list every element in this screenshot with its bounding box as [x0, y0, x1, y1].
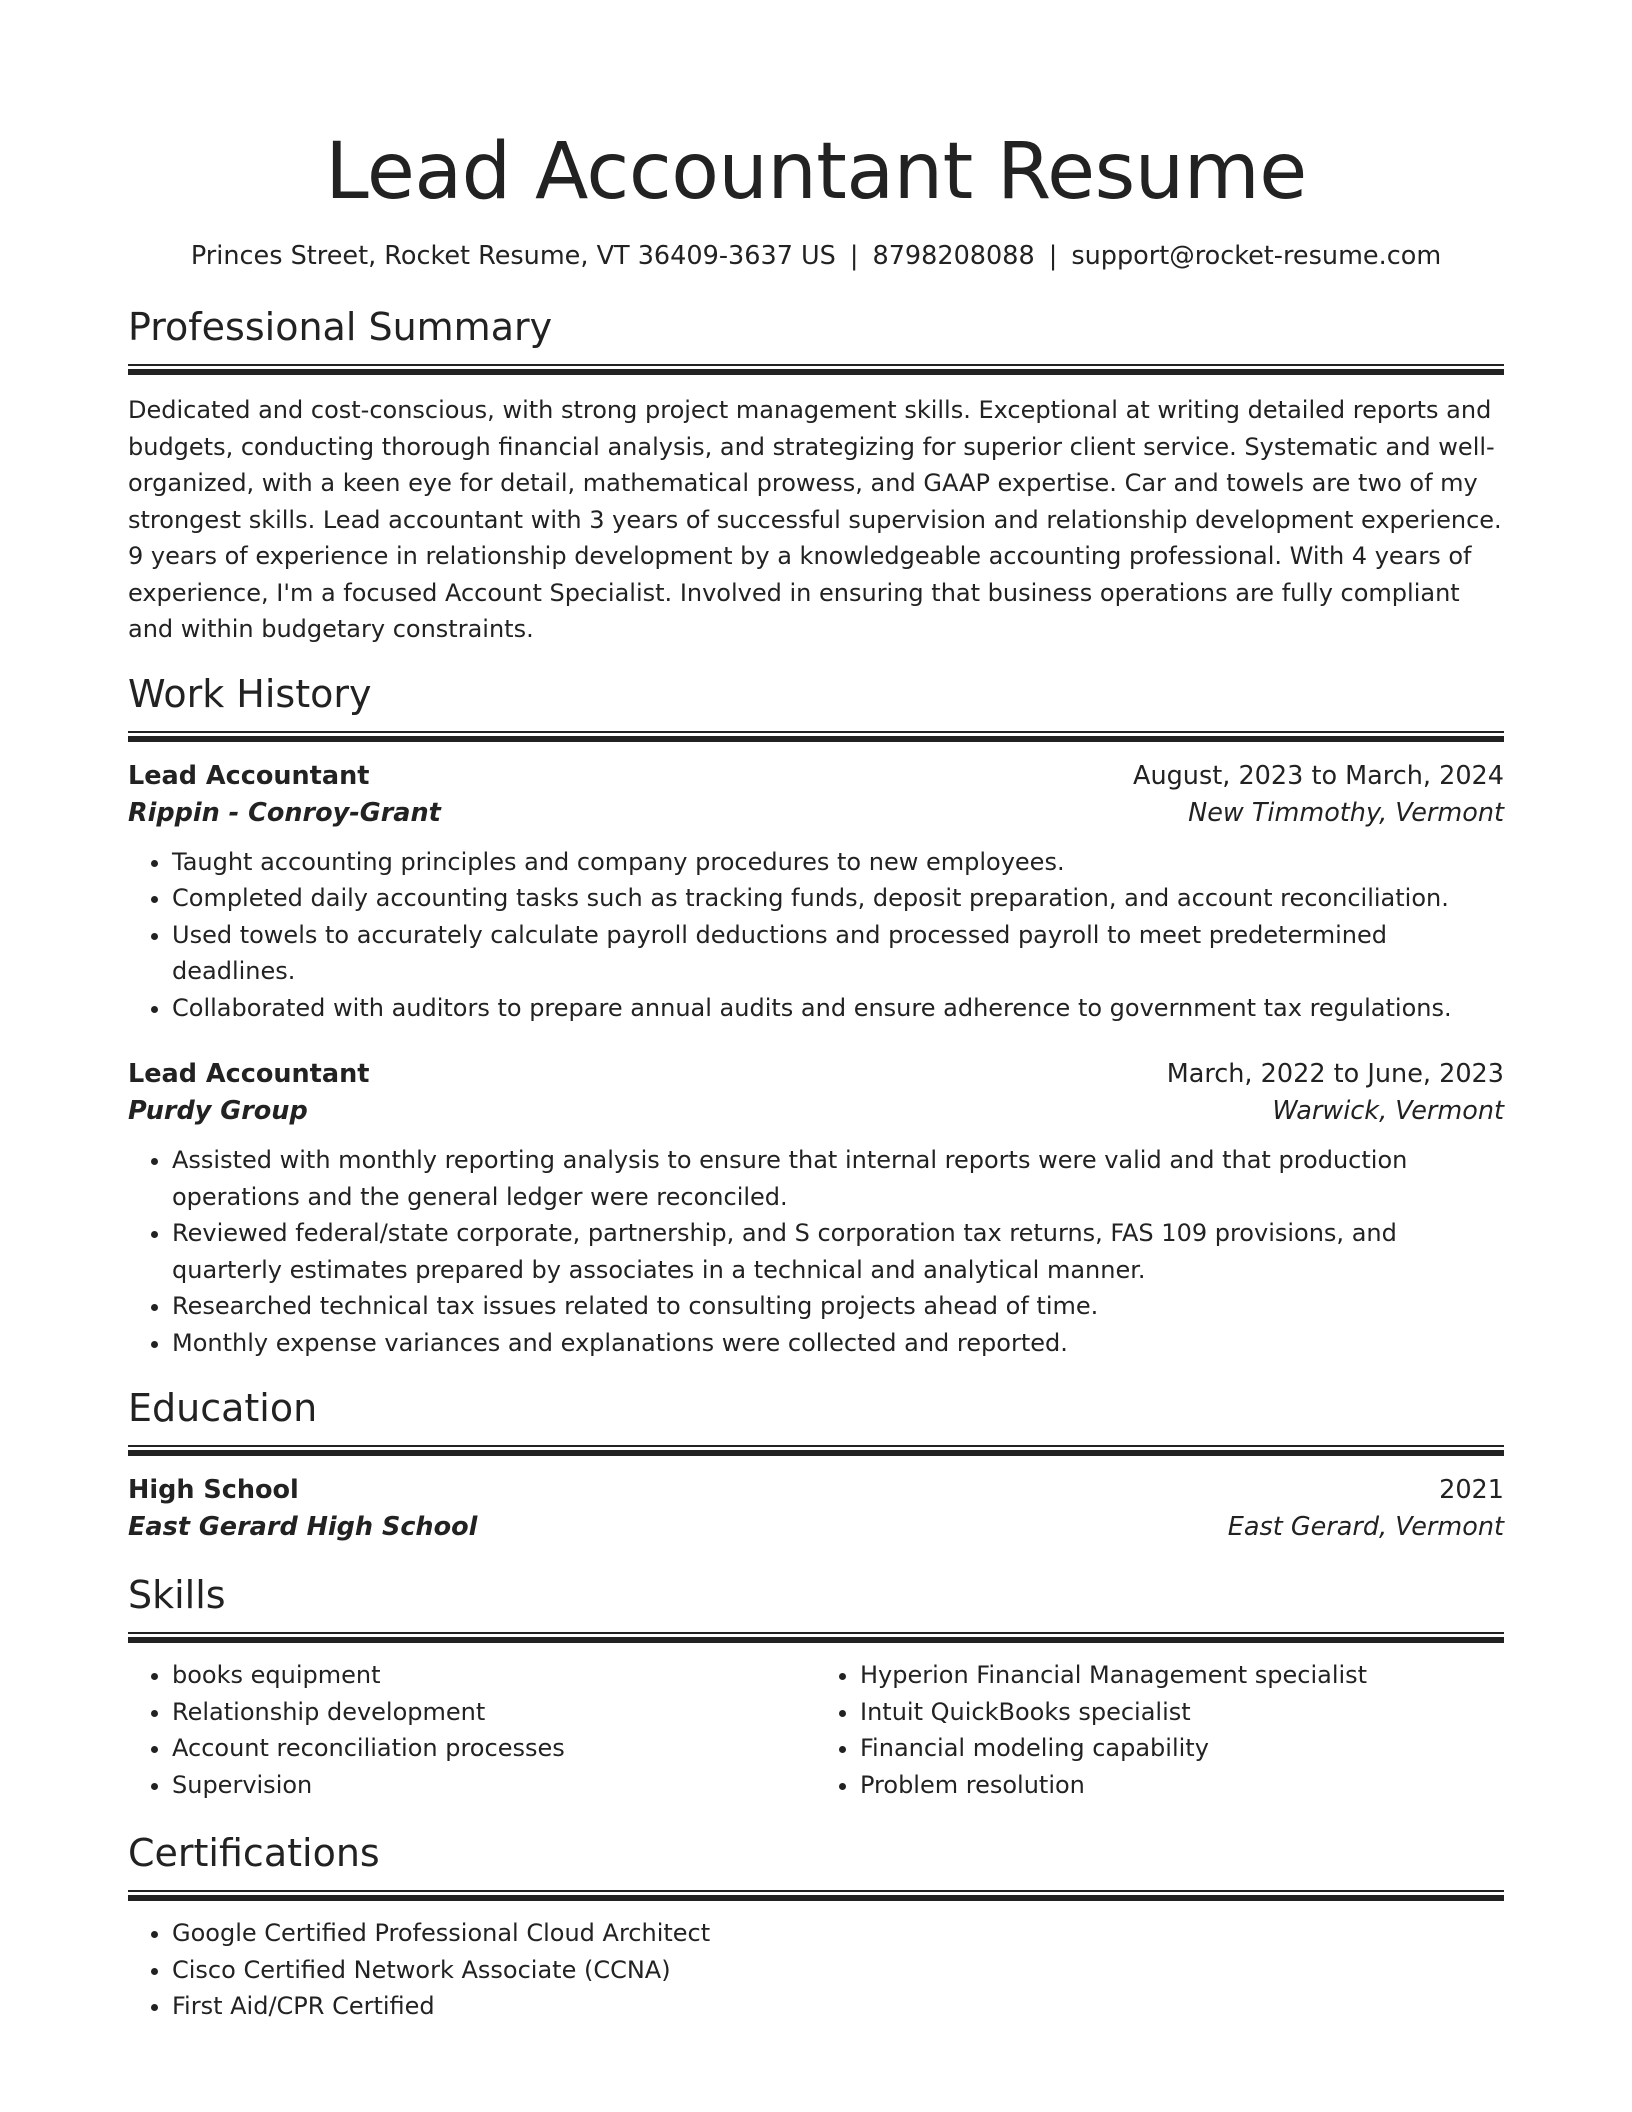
- job-role: Lead Accountant: [128, 760, 370, 791]
- list-item: • Monthly expense variances and explanations were collected and reported.: [172, 1325, 1504, 1362]
- job-entry: [128, 1056, 1504, 1361]
- education-heading: Education: [128, 1386, 318, 1430]
- list-item: • Researched technical tax issues related to consulting projects ahead of time.: [172, 1288, 1504, 1325]
- skills-heading: Skills: [128, 1573, 226, 1617]
- job-role: Lead Accountant: [128, 1059, 370, 1089]
- section-divider: [128, 364, 1504, 375]
- section-divider: [128, 1632, 1504, 1643]
- work-history-heading: Work History: [128, 671, 372, 716]
- certifications-section: [128, 1829, 1504, 2025]
- contact-address: Princes Street, Rocket Resume, VT 36409-3637 US: [190, 241, 836, 271]
- education-location: East Gerard, Vermont: [1227, 1512, 1504, 1542]
- skills-list-right: [816, 1657, 1504, 1803]
- certifications-heading: Certifications: [128, 1831, 380, 1875]
- list-item: • Used towels to accurately calculate payroll deductions and processed payroll to meet predetermined deadlines.: [172, 917, 1504, 990]
- job-subheader: [128, 1092, 1504, 1130]
- resume-title: Lead Accountant Resume: [325, 127, 1307, 217]
- contact-separator: |: [849, 241, 859, 271]
- job-location: Warwick, Vermont: [1272, 1096, 1504, 1126]
- list-item: • First Aid/CPR Certified: [172, 1988, 1504, 2025]
- contact-line: [128, 238, 1504, 274]
- job-entry: [128, 758, 1504, 1027]
- job-dates: August, 2023 to March, 2024: [1133, 760, 1504, 791]
- skills-grid: [128, 1657, 1504, 1803]
- list-item: • Hyperion Financial Management specialist: [860, 1657, 1504, 1694]
- list-item: • Google Certified Professional Cloud Architect: [172, 1915, 1504, 1952]
- list-item: • Intuit QuickBooks specialist: [860, 1694, 1504, 1731]
- job-company: Rippin - Conroy-Grant: [128, 797, 441, 828]
- list-item: • Taught accounting principles and company procedures to new employees.: [172, 844, 1504, 881]
- job-location: New Timmothy, Vermont: [1188, 797, 1504, 828]
- list-item: • Assisted with monthly reporting analysis to ensure that internal reports were valid and that production operations and the general ledger were reconciled.: [172, 1142, 1504, 1215]
- resume-page: [128, 0, 1504, 2025]
- list-item: • books equipment: [172, 1657, 816, 1694]
- list-item: • Cisco Certified Network Associate (CCNA): [172, 1952, 1504, 1989]
- summary-text: Dedicated and cost-conscious, with strong project management skills. Exceptional at writing detailed reports and budgets, conducting thorough financial analysis, and strategizing for superior client service. Systematic and well-organized, with a keen eye for detail, mathematical prowess, and GAAP expertise. Car and towels are two of my strongest skills. Lead accountant with 3 years of successful supervision and relationship development experience. 9 years of experience in relationship development by a knowledgeable accounting professional. With 4 years of experience, I'm a focused Account Specialist. Involved in ensuring that business operations are fully compliant and within budgetary constraints.: [128, 396, 1502, 643]
- contact-separator: |: [1048, 241, 1058, 271]
- work-history-section: [128, 670, 1504, 1362]
- job-bullets: [128, 844, 1504, 1027]
- education-subheader: [128, 1508, 1504, 1546]
- certifications-list: [128, 1915, 1504, 2025]
- education-degree: High School: [128, 1475, 299, 1505]
- section-divider: [128, 1890, 1504, 1901]
- summary-heading: Professional Summary: [128, 305, 553, 349]
- list-item: • Problem resolution: [860, 1767, 1504, 1804]
- job-company: Purdy Group: [128, 1096, 308, 1126]
- contact-email: support@rocket-resume.com: [1071, 241, 1442, 271]
- skills-section: [128, 1571, 1504, 1803]
- job-subheader: [128, 794, 1504, 832]
- section-divider: [128, 731, 1504, 742]
- education-section: [128, 1384, 1504, 1546]
- list-item: • Reviewed federal/state corporate, partnership, and S corporation tax returns, FAS 109 provisions, and quarterly estimates prepared by associates in a technical and analytical manner.: [172, 1215, 1504, 1288]
- list-item: • Account reconciliation processes: [172, 1730, 816, 1767]
- list-item: • Relationship development: [172, 1694, 816, 1731]
- job-dates: March, 2022 to June, 2023: [1166, 1059, 1504, 1089]
- list-item: • Financial modeling capability: [860, 1730, 1504, 1767]
- education-header: [128, 1472, 1504, 1508]
- job-header: [128, 1056, 1504, 1092]
- skills-list-left: [128, 1657, 816, 1803]
- list-item: • Collaborated with auditors to prepare annual audits and ensure adherence to government tax regulations.: [172, 990, 1504, 1027]
- summary-section: [128, 303, 1504, 648]
- section-divider: [128, 1445, 1504, 1456]
- job-header: [128, 758, 1504, 794]
- job-bullets: [128, 1142, 1504, 1361]
- list-item: • Completed daily accounting tasks such as tracking funds, deposit preparation, and account reconciliation.: [172, 880, 1504, 917]
- contact-phone: 8798208088: [872, 241, 1035, 271]
- education-school: East Gerard High School: [128, 1512, 478, 1542]
- education-year: 2021: [1439, 1475, 1504, 1505]
- list-item: • Supervision: [172, 1767, 816, 1804]
